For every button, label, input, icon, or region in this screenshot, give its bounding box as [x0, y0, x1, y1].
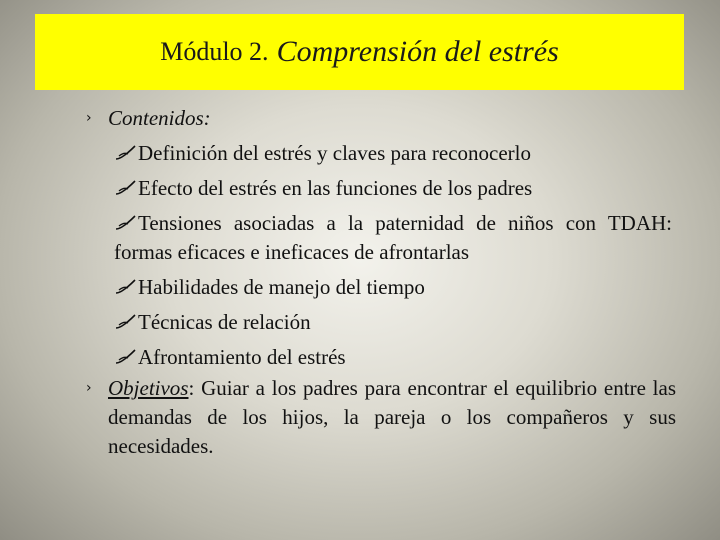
list-item-text: Efecto del estrés en las funciones de los padres [138, 176, 533, 200]
list-item [114, 343, 672, 372]
module-number: Módulo 2. [160, 37, 269, 66]
sub-bullet-icon [114, 212, 138, 232]
module-title: Comprensión del estrés [276, 35, 559, 68]
section-contenidos [86, 104, 676, 133]
list-item [114, 174, 672, 203]
list-item [114, 308, 672, 337]
chevron-right-icon: › [86, 110, 92, 126]
list-item [114, 209, 672, 267]
list-item-text: Tensiones asociadas a la paternidad de niños con TDAH: formas eficaces e ineficaces de afrontarlas [114, 211, 672, 264]
chevron-right-icon: › [86, 380, 92, 396]
list-item-text: Definición del estrés y claves para reconocerlo [138, 141, 531, 165]
section-label: Objetivos [108, 376, 189, 400]
sub-bullet-icon [114, 177, 138, 197]
list-item-text: Técnicas de relación [138, 310, 311, 334]
list-item [114, 273, 672, 302]
sub-bullet-icon [114, 142, 138, 162]
list-item-text: Afrontamiento del estrés [138, 345, 346, 369]
objetivos-text: : Guiar a los padres para encontrar el equilibrio entre las demandas de los hijos, la pareja o los compañeros y sus necesidades. [108, 376, 676, 458]
title-bar [35, 14, 684, 90]
list-item [114, 139, 672, 168]
sub-bullet-icon [114, 311, 138, 331]
section-objetivos [86, 374, 676, 461]
sub-bullet-icon [114, 346, 138, 366]
section-label: Contenidos: [108, 106, 211, 130]
sub-bullet-icon [114, 276, 138, 296]
list-item-text: Habilidades de manejo del tiempo [138, 275, 425, 299]
